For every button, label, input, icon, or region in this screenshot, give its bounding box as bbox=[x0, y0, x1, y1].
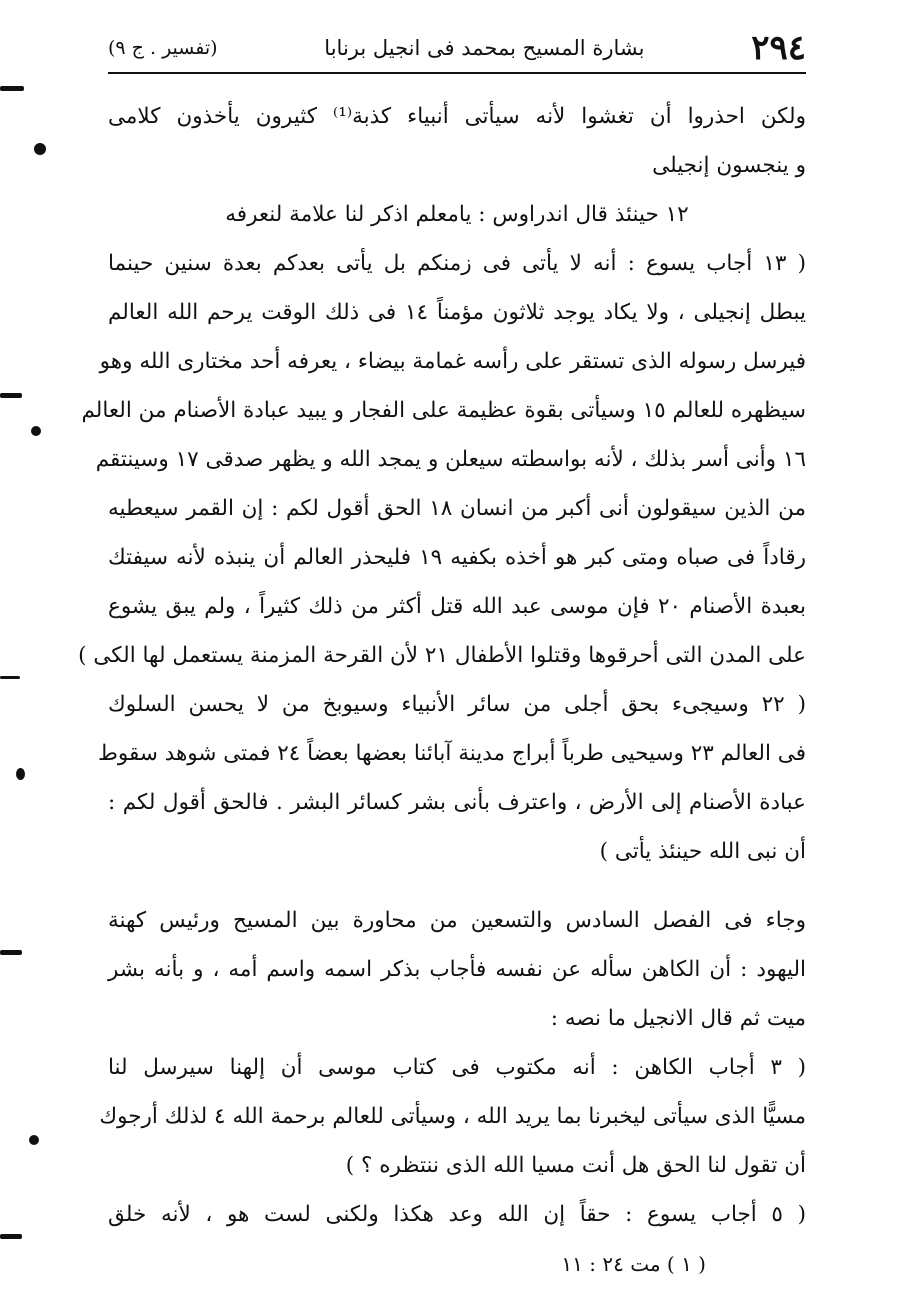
binding-mark bbox=[34, 143, 46, 155]
text-line: وجاء فى الفصل السادس والتسعين من محاورة بين المسيح ورئيس كهنة bbox=[108, 908, 806, 933]
binding-mark bbox=[29, 1135, 39, 1145]
text-line: ( ٣ أجاب الكاهن : أنه مكتوب فى كتاب موسى أن إلهنا سيرسل لنا bbox=[108, 1055, 806, 1080]
text-line: من الذين سيقولون أنى أكبر من انسان ١٨ الحق أقول لكم : إن القمر سيعطيه bbox=[108, 496, 806, 521]
text-line: ( ١٣ أجاب يسوع : أنه لا يأتى فى زمنكم بل يأتى بعدكم بعدة سنين حينما bbox=[108, 251, 806, 276]
binding-mark bbox=[0, 86, 24, 91]
text-line: ميت ثم قال الانجيل ما نصه : bbox=[550, 1006, 806, 1031]
text-line: رقاداً فى صباه ومتى كبر هو أخذه بكفيه ١٩ فليحذر العالم أن ينبذه لأنه سيفتك bbox=[108, 545, 806, 570]
binding-mark bbox=[0, 1234, 22, 1239]
text-line: يبطل إنجيلى ، ولا يكاد يوجد ثلاثون مؤمناً ١٤ فى ذلك الوقت يرحم الله العالم bbox=[108, 300, 807, 325]
footnote: ( ١ ) مت ٢٤ : ١١ bbox=[561, 1252, 706, 1276]
text-line: بعبدة الأصنام ٢٠ فإن موسى عبد الله قتل أكثر من ذلك كثيراً ، ولم يبق يشوع bbox=[108, 594, 806, 619]
text-line: فى العالم ٢٣ وسيحيى طرباً أبراج مدينة آبائنا بعضها بعضاً ٢٤ فمتى شوهد سقوط bbox=[97, 741, 806, 766]
running-title: بشارة المسيح بمحمد فى انجيل برنابا bbox=[324, 36, 645, 60]
text-line: ١٢ حينئذ قال اندراوس : يامعلم اذكر لنا علامة لنعرفه bbox=[225, 202, 689, 227]
binding-mark bbox=[16, 768, 25, 780]
text-line: عبادة الأصنام إلى الأرض ، واعترف بأنى بشر كسائر البشر . فالحق أقول لكم : bbox=[108, 790, 806, 815]
binding-mark bbox=[0, 950, 22, 955]
text-line: مسيًّا الذى سيأتى ليخبرنا بما يريد الله ، وسيأتى للعالم برحمة الله ٤ لذلك أرجوك bbox=[99, 1104, 806, 1129]
binding-mark bbox=[0, 393, 22, 398]
text-line: اليهود : أن الكاهن سأله عن نفسه فأجاب بذكر اسمه واسم أمه ، و بأنه بشر bbox=[108, 957, 806, 982]
text-line: ( ٢٢ وسيجىء بحق أجلى من سائر الأنبياء وسيوبخ من لا يحسن السلوك bbox=[108, 692, 806, 717]
binding-mark bbox=[0, 676, 20, 679]
text-line: فيرسل رسوله الذى تستقر على رأسه غمامة بيضاء ، يعرفه أحد مختارى الله وهو bbox=[99, 349, 806, 374]
binding-mark bbox=[31, 426, 41, 436]
text-line: على المدن التى أحرقوها وقتلوا الأطفال ٢١ لأن القرحة المزمنة يستعمل لها الكى ) bbox=[78, 643, 806, 668]
page-header bbox=[108, 24, 806, 74]
text-line: ( ٥ أجاب يسوع : حقاً إن الله وعد هكذا ولكنى لست هو ، لأنه خلق bbox=[108, 1202, 806, 1227]
page-number: ٢٩٤ bbox=[751, 28, 806, 68]
body-text bbox=[78, 92, 807, 1239]
text-line: ولكن احذروا أن تغشوا لأنه سيأتى أنبياء كذبة⁽¹⁾ كثيرون يأخذون كلامى bbox=[108, 104, 806, 129]
text-line: أن نبى الله حينئذ يأتى ) bbox=[599, 839, 806, 864]
text-line: و ينجسون إنجيلى bbox=[652, 153, 806, 178]
text-line: أن تقول لنا الحق هل أنت مسيا الله الذى ننتظره ؟ ) bbox=[345, 1153, 806, 1178]
text-line: سيظهره للعالم ١٥ وسيأتى بقوة عظيمة على الفجار و يبيد عبادة الأصنام من العالم bbox=[81, 398, 806, 423]
section-label: (تفسير . ج ٩) bbox=[108, 37, 218, 59]
text-line: ١٦ وأنى أسر بذلك ، لأنه بواسطته سيعلن و يمجد الله و يظهر صدقى ١٧ وسينتقم bbox=[95, 447, 806, 472]
